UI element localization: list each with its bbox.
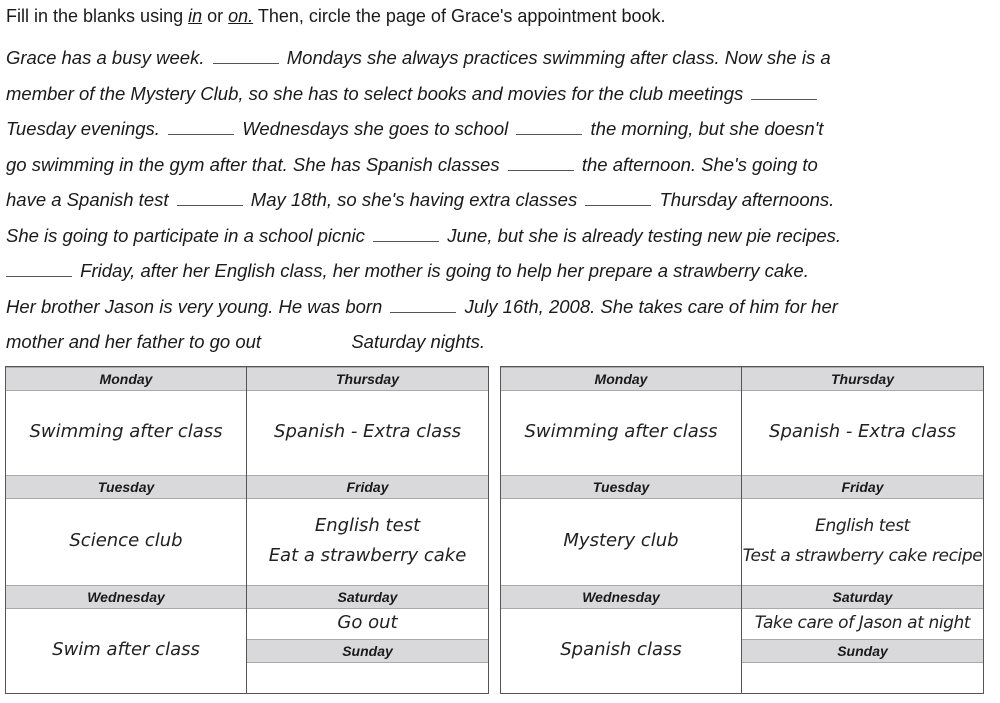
passage-text: May 18th, so she's having extra classes bbox=[250, 189, 578, 210]
passage-text: the morning, but she doesn't bbox=[590, 118, 824, 139]
day-header-friday: Friday bbox=[742, 475, 983, 499]
day-entry-saturday: Go out bbox=[337, 612, 398, 633]
passage-line-7 bbox=[6, 253, 1000, 289]
passage-line-5 bbox=[6, 182, 1000, 218]
day-header-saturday: Saturday bbox=[742, 585, 983, 609]
passage-text: Mondays she always practices swimming after class. Now she is a bbox=[286, 47, 831, 68]
blank-1[interactable] bbox=[213, 47, 279, 64]
blank-8[interactable] bbox=[373, 225, 439, 242]
day-column-right bbox=[247, 367, 488, 693]
passage-line-9 bbox=[6, 324, 1000, 360]
passage-line-2 bbox=[6, 76, 1000, 112]
day-header-wednesday: Wednesday bbox=[6, 585, 246, 609]
day-header-sunday: Sunday bbox=[247, 639, 488, 663]
day-header-sunday: Sunday bbox=[742, 639, 983, 663]
friday-entry-line-2: Test a strawberry cake recipe bbox=[742, 546, 983, 566]
blank-9[interactable] bbox=[6, 260, 72, 277]
blank-10[interactable] bbox=[390, 296, 456, 313]
passage-line-4 bbox=[6, 147, 1000, 183]
day-entry-tuesday: Mystery club bbox=[563, 530, 679, 551]
instruction-middle: or bbox=[202, 6, 229, 26]
passage-text: Wednesdays she goes to school bbox=[242, 118, 509, 139]
day-entry-monday: Swimming after class bbox=[524, 421, 718, 442]
day-entry-sunday bbox=[742, 661, 983, 693]
passage-text: go swimming in the gym after that. She has Spanish classes bbox=[6, 153, 500, 175]
friday-entry-line-2: Eat a strawberry cake bbox=[268, 545, 467, 566]
passage-line-3 bbox=[6, 111, 1000, 147]
blank-3[interactable] bbox=[168, 118, 234, 135]
passage bbox=[6, 40, 1000, 360]
blank-2[interactable] bbox=[751, 83, 817, 100]
day-header-monday: Monday bbox=[6, 367, 246, 391]
day-header-tuesday: Tuesday bbox=[6, 475, 246, 499]
day-header-monday: Monday bbox=[501, 367, 741, 391]
blank-4[interactable] bbox=[516, 118, 582, 135]
day-header-thursday: Thursday bbox=[742, 367, 983, 391]
passage-text: Saturday nights. bbox=[351, 331, 486, 352]
passage-line-6 bbox=[6, 218, 1000, 254]
blank-7[interactable] bbox=[585, 189, 651, 206]
day-entry-wednesday: Swim after class bbox=[52, 639, 200, 660]
appointment-book-page-2[interactable] bbox=[500, 366, 984, 694]
passage-text: mother and her father to go out bbox=[6, 331, 262, 352]
passage-text: Thursday afternoons. bbox=[659, 189, 835, 210]
day-entry-friday bbox=[247, 497, 488, 585]
passage-text: the afternoon. She's going to bbox=[581, 153, 818, 175]
day-entry-saturday: Take care of Jason at night bbox=[754, 613, 971, 633]
day-column-right bbox=[742, 367, 983, 693]
instruction-prefix: Fill in the blanks using bbox=[6, 6, 189, 26]
day-entry-sunday bbox=[247, 661, 488, 693]
passage-text: Grace has a busy week. bbox=[6, 47, 205, 68]
passage-text: Friday, after her English class, her mother is going to help her prepare a strawberry cake. bbox=[80, 260, 809, 281]
instruction bbox=[6, 6, 666, 27]
day-entry-thursday: Spanish - Extra class bbox=[769, 421, 956, 442]
day-header-friday: Friday bbox=[247, 475, 488, 499]
passage-line-1 bbox=[6, 40, 1000, 76]
day-entry-thursday: Spanish - Extra class bbox=[274, 421, 461, 442]
blank-6[interactable] bbox=[177, 189, 243, 206]
passage-text: Tuesday evenings. bbox=[6, 118, 160, 139]
day-entry-tuesday: Science club bbox=[69, 530, 183, 551]
passage-text: She is going to participate in a school picnic bbox=[6, 224, 365, 246]
day-column-left bbox=[6, 367, 247, 693]
day-header-wednesday: Wednesday bbox=[501, 585, 741, 609]
passage-text: member of the Mystery Club, so she has to select books and movies for the club meetings bbox=[6, 82, 744, 104]
appointment-book-page-1[interactable] bbox=[5, 366, 489, 694]
day-header-saturday: Saturday bbox=[247, 585, 488, 609]
day-header-tuesday: Tuesday bbox=[501, 475, 741, 499]
friday-entry-line-1: English test bbox=[815, 516, 910, 536]
passage-line-8 bbox=[6, 289, 1000, 325]
passage-text: have a Spanish test bbox=[6, 189, 169, 210]
passage-text: Her brother Jason is very young. He was born bbox=[6, 295, 383, 317]
friday-entry-line-1: English test bbox=[314, 515, 421, 536]
blank-5[interactable] bbox=[508, 154, 574, 171]
instruction-suffix: Then, circle the page of Grace's appointment book. bbox=[253, 6, 666, 26]
day-entry-friday bbox=[742, 497, 983, 585]
passage-text: July 16th, 2008. She takes care of him for her bbox=[464, 295, 838, 317]
passage-text: June, but she is already testing new pie recipes. bbox=[447, 224, 842, 246]
day-entry-wednesday: Spanish class bbox=[560, 639, 682, 660]
day-entry-monday: Swimming after class bbox=[29, 421, 223, 442]
blank-11[interactable] bbox=[269, 331, 343, 348]
word-in: in bbox=[188, 6, 203, 26]
day-header-thursday: Thursday bbox=[247, 367, 488, 391]
day-column-left bbox=[501, 367, 742, 693]
word-on: on. bbox=[228, 6, 254, 26]
